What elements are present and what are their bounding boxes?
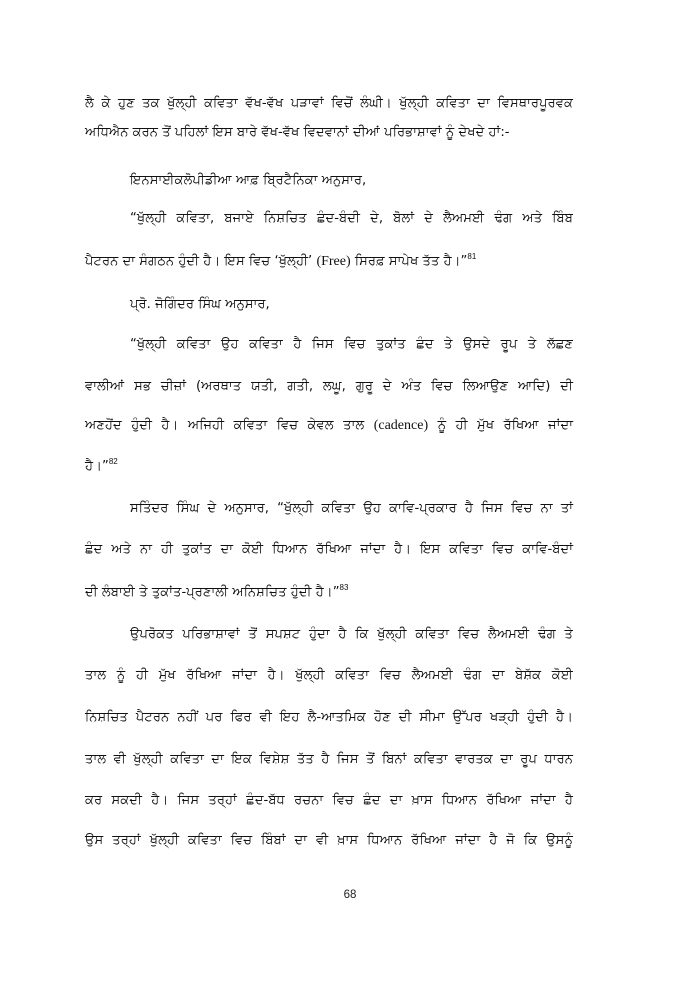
quote-text-line xyxy=(85,458,573,476)
citation-source-line: ਪ੍ਰੋ. ਜੋਗਿੰਦਰ ਸਿੰਘ ਅਨੁਸਾਰ, xyxy=(130,297,270,312)
quote-text: ਸਿਰਫ਼ ਸਾਪੇਖ ਤੱਤ ਹੈ।” xyxy=(350,254,468,269)
quote-text-line: ਸਤਿੰਦਰ ਸਿੰਘ ਦੇ ਅਨੁਸਾਰ, “ਖੁੱਲ੍ਹੀ ਕਵਿਤਾ ਉਹ ਕਾਵਿ-ਪ੍ਰਕਾਰ ਹੈ ਜਿਸ ਵਿਚ ਨਾ ਤਾਂ xyxy=(130,501,573,516)
quote-text-line: “ਖੁੱਲ੍ਹੀ ਕਵਿਤਾ ਉਹ ਕਵਿਤਾ ਹੈ ਜਿਸ ਵਿਚ ਤੁਕਾਂਤ ਛੰਦ ਤੇ ਉਸਦੇ ਰੂਪ ਤੇ ਲੱਛਣ xyxy=(130,337,573,352)
body-text-line: ਨਿਸ਼ਚਿਤ ਪੈਟਰਨ ਨਹੀਂ ਪਰ ਫਿਰ ਵੀ ਇਹ ਲੈ-ਆਤਮਿਕ ਹੋਣ ਦੀ ਸੀਮਾ ਉੱਪਰ ਖੜ੍ਹੀ ਹੁੰਦੀ ਹੈ। xyxy=(85,710,573,725)
body-text-line: ਤਾਲ ਨੂੰ ਹੀ ਮੁੱਖ ਰੱਖਿਆ ਜਾਂਦਾ ਹੈ। ਖੁੱਲ੍ਹੀ ਕਵਿਤਾ ਵਿਚ ਲੈਅਮਈ ਢੰਗ ਦਾ ਬੇਸ਼ੱਕ ਕੋਈ xyxy=(85,668,573,683)
quote-text-line: ਵਾਲੀਆਂ ਸਭ ਚੀਜ਼ਾਂ (ਅਰਥਾਤ ਯਤੀ, ਗਤੀ, ਲਘੂ, ਗੁਰੂ ਦੇ ਅੰਤ ਵਿਚ ਲਿਆਉਣ ਆਦਿ) ਦੀ xyxy=(85,379,573,394)
body-text-line: ਕਰ ਸਕਦੀ ਹੈ। ਜਿਸ ਤਰ੍ਹਾਂ ਛੰਦ-ਬੱਧ ਰਚਨਾ ਵਿਚ ਛੰਦ ਦਾ ਖ਼ਾਸ ਧਿਆਨ ਰੱਖਿਆ ਜਾਂਦਾ ਹੈ xyxy=(85,793,573,808)
quote-text: ਹੈ।” xyxy=(85,459,109,474)
english-term: (cadence) xyxy=(373,418,429,433)
footnote-marker[interactable]: 83 xyxy=(339,583,349,592)
quote-text: ਅਣਹੋਂਦ ਹੁੰਦੀ ਹੈ। ਅਜਿਹੀ ਕਵਿਤਾ ਵਿਚ ਕੇਵਲ ਤਾਲ xyxy=(85,418,374,433)
body-text-line: ਤਾਲ ਵੀ ਖੁੱਲ੍ਹੀ ਕਵਿਤਾ ਦਾ ਇਕ ਵਿਸ਼ੇਸ਼ ਤੱਤ ਹੈ ਜਿਸ ਤੋਂ ਬਿਨਾਂ ਕਵਿਤਾ ਵਾਰਤਕ ਦਾ ਰੂਪ ਧਾਰਨ xyxy=(85,752,573,767)
quote-text-line xyxy=(85,417,573,435)
footnote-marker[interactable]: 82 xyxy=(108,457,118,466)
citation-source-line: ਇਨਸਾਈਕਲੋਪੀਡੀਆ ਆਫ਼ ਬ੍ਰਿਟੈਨਿਕਾ ਅਨੁਸਾਰ, xyxy=(130,173,367,188)
body-text-line: ਉਪਰੋਕਤ ਪਰਿਭਾਸ਼ਾਵਾਂ ਤੋਂ ਸਪਸ਼ਟ ਹੁੰਦਾ ਹੈ ਕਿ ਖੁੱਲ੍ਹੀ ਕਵਿਤਾ ਵਿਚ ਲੈਅਮਈ ਢੰਗ ਤੇ xyxy=(130,627,573,642)
body-text-line: ਅਧਿਐਨ ਕਰਨ ਤੋਂ ਪਹਿਲਾਂ ਇਸ ਬਾਰੇ ਵੱਖ-ਵੱਖ ਵਿਦਵਾਨਾਂ ਦੀਆਂ ਪਰਿਭਾਸ਼ਾਵਾਂ ਨੂੰ ਦੇਖਦੇ ਹਾਂ:- xyxy=(85,125,510,140)
english-term: (Free) xyxy=(316,254,351,269)
quote-text-line: ਛੰਦ ਅਤੇ ਨਾ ਹੀ ਤੁਕਾਂਤ ਦਾ ਕੋਈ ਧਿਆਨ ਰੱਖਿਆ ਜਾਂਦਾ ਹੈ। ਇਸ ਕਵਿਤਾ ਵਿਚ ਕਾਵਿ-ਬੰਦਾਂ xyxy=(85,542,573,557)
footnote-marker[interactable]: 81 xyxy=(467,252,477,261)
quote-text-line xyxy=(85,253,573,271)
quote-text-line xyxy=(85,584,573,602)
quote-text: ਨੂੰ ਹੀ ਮੁੱਖ ਰੱਖਿਆ ਜਾਂਦਾ xyxy=(428,418,573,433)
page-number: 68 xyxy=(343,889,357,901)
body-text-line: ਲੈ ਕੇ ਹੁਣ ਤਕ ਖੁੱਲ੍ਹੀ ਕਵਿਤਾ ਵੱਖ-ਵੱਖ ਪੜਾਵਾਂ ਵਿਚੋਂ ਲੰਘੀ। ਖੁੱਲ੍ਹੀ ਕਵਿਤਾ ਦਾ ਵਿਸਥਾਰਪੂਰਵਕ xyxy=(85,96,574,111)
body-text-line: ਉਸ ਤਰ੍ਹਾਂ ਖੁੱਲ੍ਹੀ ਕਵਿਤਾ ਵਿਚ ਬਿੰਬਾਂ ਦਾ ਵੀ ਖ਼ਾਸ ਧਿਆਨ ਰੱਖਿਆ ਜਾਂਦਾ ਹੈ ਜੋ ਕਿ ਉਸਨੂੰ xyxy=(85,833,573,848)
quote-text-line: “ਖੁੱਲ੍ਹੀ ਕਵਿਤਾ, ਬਜਾਏ ਨਿਸ਼ਚਿਤ ਛੰਦ-ਬੰਦੀ ਦੇ, ਬੋਲਾਂ ਦੇ ਲੈਅਮਈ ਢੰਗ ਅਤੇ ਬਿੰਬ xyxy=(130,211,573,226)
quote-text: ਪੈਟਰਨ ਦਾ ਸੰਗਠਨ ਹੁੰਦੀ ਹੈ। ਇਸ ਵਿਚ ‘ਖੁੱਲ੍ਹੀ’ xyxy=(85,254,317,269)
quote-text: ਦੀ ਲੰਬਾਈ ਤੇ ਤੁਕਾਂਤ-ਪ੍ਰਣਾਲੀ ਅਨਿਸ਼ਚਿਤ ਹੁੰਦੀ ਹੈ।” xyxy=(85,585,340,600)
